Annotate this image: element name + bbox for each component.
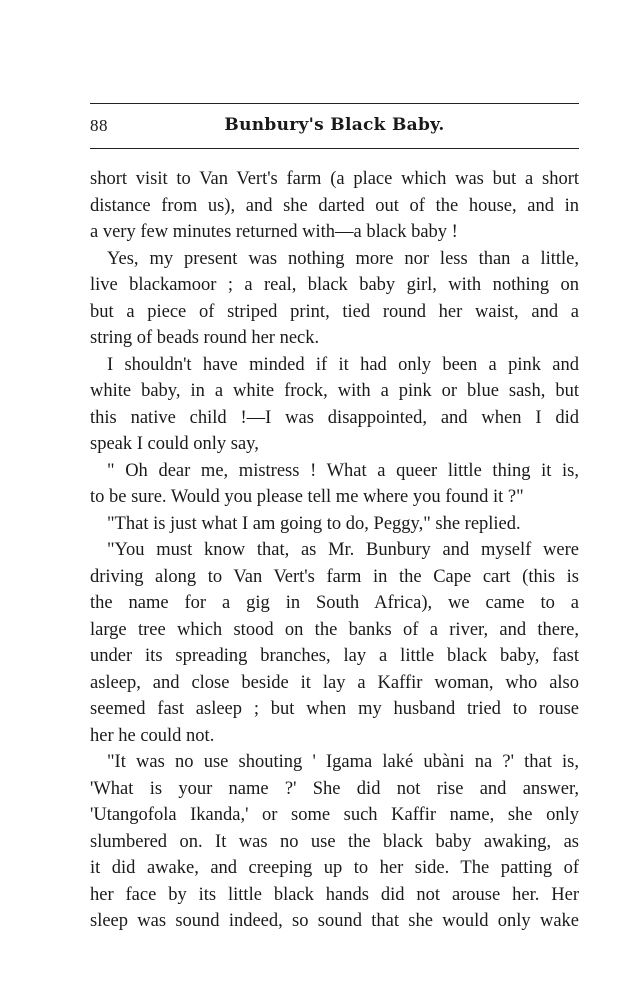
text-line: distance from us), and she darted out of the house, and in	[90, 195, 579, 216]
text-line: seemed fast asleep ; but when my husband tried to rouse	[90, 699, 579, 719]
text-line: her face by its little black hands did not arouse her. Her	[90, 884, 579, 905]
text-line: "It was no use shouting ' Igama laké ubàni na ?' that is,	[107, 752, 579, 772]
text-line: driving along to Van Vert's farm in the Cape cart (this is	[90, 566, 579, 587]
running-header	[90, 112, 579, 142]
text-line: a very few minutes returned with—a black baby !	[90, 222, 458, 242]
text-line: "That is just what I am going to do, Peggy," she replied.	[107, 513, 521, 534]
text-line: it did awake, and creeping up to her side. The patting of	[90, 858, 579, 878]
text-line: to be sure. Would you please tell me where you found it ?"	[90, 487, 524, 507]
text-line: Yes, my present was nothing more nor less than a little,	[107, 248, 579, 269]
body-text	[90, 166, 579, 935]
text-line: I shouldn't have minded if it had only been a pink and	[107, 354, 579, 375]
text-line: under its spreading branches, lay a little black baby, fast	[90, 646, 579, 666]
text-line: short visit to Van Vert's farm (a place which was but a short	[90, 169, 579, 189]
running-title: Bunbury's Black Baby.	[224, 115, 445, 135]
text-line: but a piece of striped print, tied round her waist, and a	[90, 301, 579, 322]
page-number: 88	[90, 116, 108, 135]
text-line: slumbered on. It was no use the black baby awaking, as	[90, 831, 579, 852]
text-line: white baby, in a white frock, with a pink or blue sash, but	[90, 381, 579, 401]
header-bottom-rule	[90, 148, 579, 149]
text-line: live blackamoor ; a real, black baby girl, with nothing on	[90, 275, 579, 295]
header-top-rule	[90, 103, 579, 104]
text-line: large tree which stood on the banks of a river, and there,	[90, 619, 579, 640]
text-line: 'What is your name ?' She did not rise and answer,	[90, 778, 579, 799]
text-line: "You must know that, as Mr. Bunbury and myself were	[107, 540, 579, 560]
text-line: speak I could only say,	[90, 434, 259, 454]
text-line: sleep was sound indeed, so sound that she would only wake	[90, 911, 579, 931]
text-line: the name for a gig in South Africa), we came to a	[90, 593, 579, 613]
text-line: her he could not.	[90, 725, 215, 746]
text-line: this native child !—I was disappointed, and when I did	[90, 407, 579, 428]
text-line: asleep, and close beside it lay a Kaffir woman, who also	[90, 672, 579, 693]
text-line: 'Utangofola Ikanda,' or some such Kaffir name, she only	[90, 805, 579, 825]
text-line: string of beads round her neck.	[90, 328, 320, 348]
text-line: " Oh dear me, mistress ! What a queer little thing it is,	[107, 460, 579, 481]
